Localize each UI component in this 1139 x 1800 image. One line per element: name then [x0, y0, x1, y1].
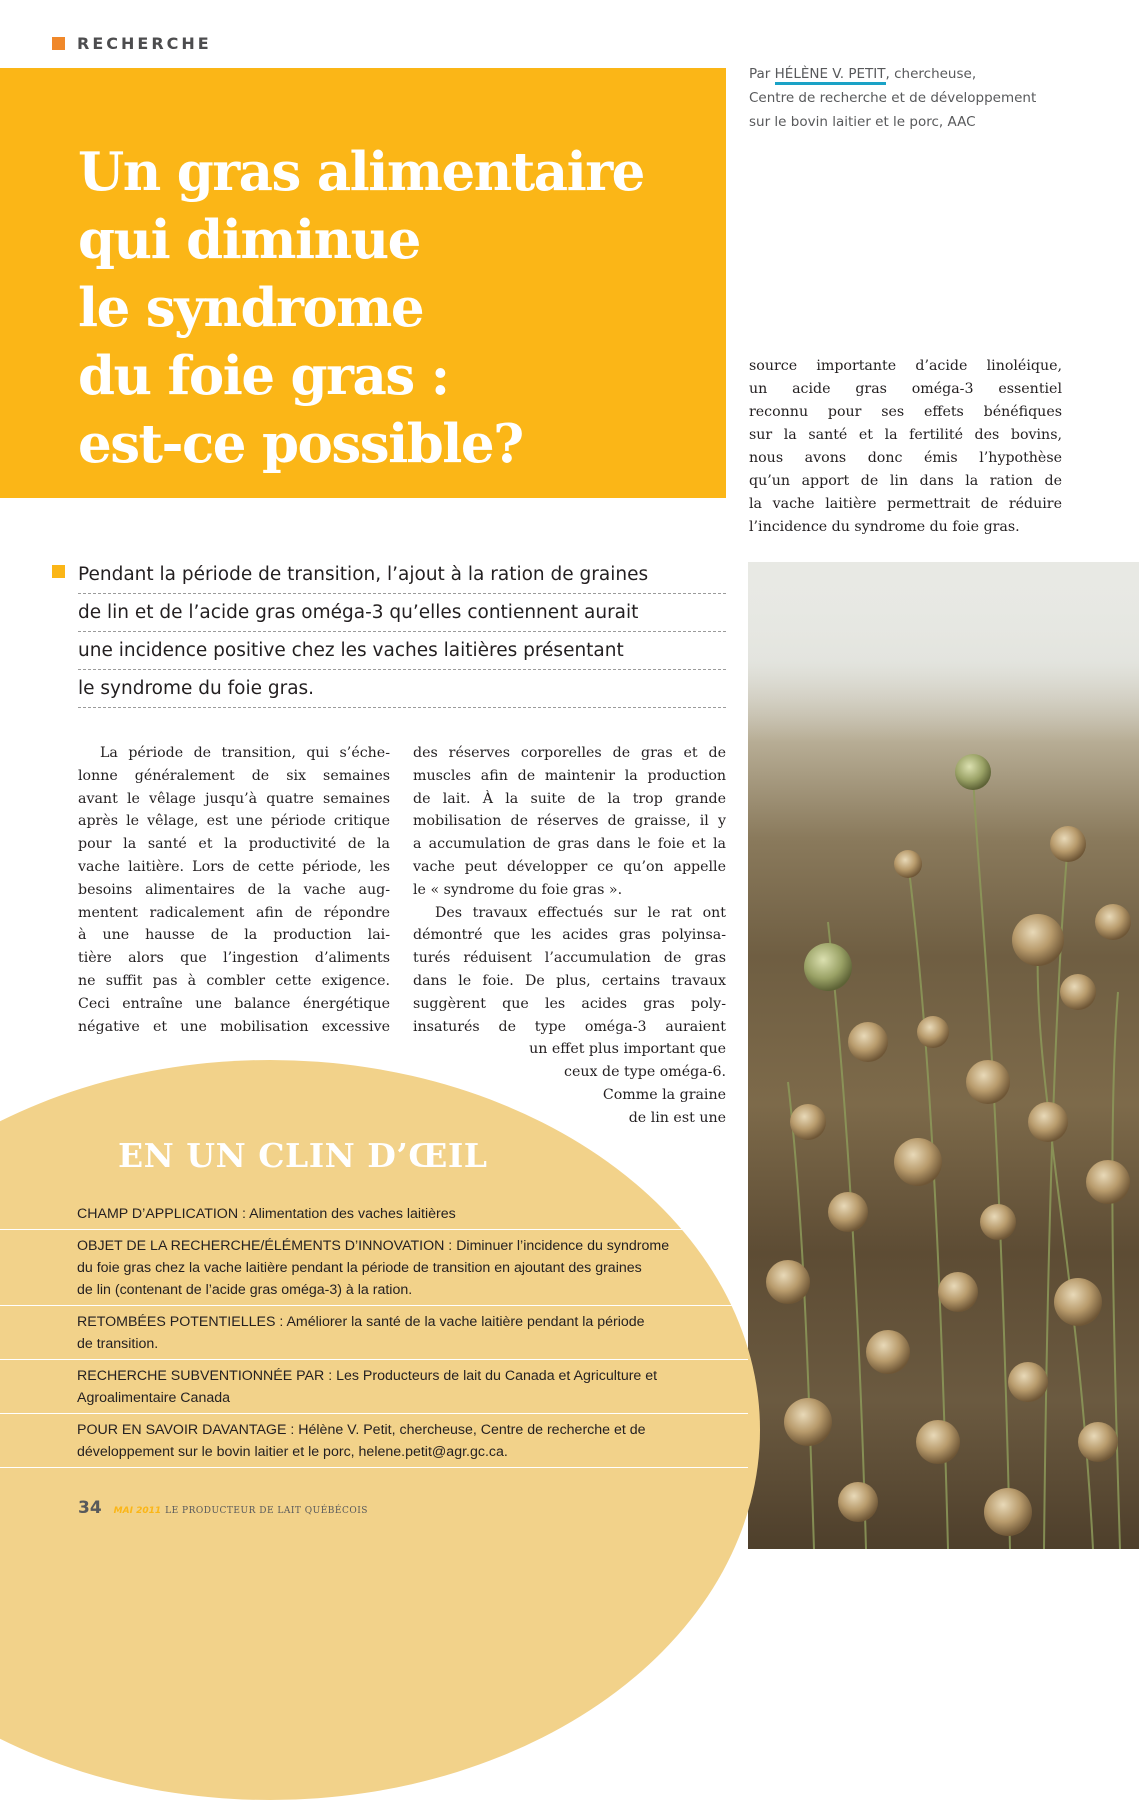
lead-line: une incidence positive chez les vaches laitières présentant — [78, 632, 726, 670]
text-line: insaturés de type oméga-3 auraient — [413, 1018, 726, 1035]
text-line: suggèrent que les acides gras poly- — [413, 995, 726, 1012]
text-line: des réserves corporelles de gras et de — [413, 745, 726, 761]
glance-item-text: Alimentation des vaches laitières — [249, 1206, 456, 1222]
text-line: ne suffit pas à combler cette exigence. — [78, 972, 390, 989]
glance-item-text: du foie gras chez la vache laitière pendant la période de transition en ajoutant des graines — [77, 1260, 642, 1276]
section-square-icon — [52, 37, 65, 50]
glance-item-label: CHAMP D’APPLICATION : — [77, 1206, 250, 1222]
byline — [749, 62, 1036, 134]
lead-bullet-icon — [52, 565, 65, 578]
section-tag — [52, 34, 212, 53]
glance-item-label: RETOMBÉES POTENTIELLES : — [77, 1314, 287, 1330]
text-line: à une hausse de la production lai- — [78, 927, 390, 944]
lead-line: de lin et de l’acide gras oméga-3 qu’elles contiennent aurait — [78, 594, 726, 632]
flax-field-illustration — [748, 562, 1139, 1549]
text-line: de lait. À la suite de la trop grande — [413, 790, 726, 807]
text-line: Comme la graine — [602, 1086, 726, 1103]
title-line: du foie gras : — [78, 345, 449, 407]
text-line: négative et une mobilisation excessive — [78, 1018, 390, 1035]
text-line: la vache laitière permettrait de réduire — [749, 496, 1062, 512]
text-line: tière alors que l’ingestion d’aliments — [78, 950, 390, 967]
page-number: 34 — [78, 1498, 102, 1518]
text-line: un acide gras oméga-3 essentiel — [749, 381, 1062, 397]
text-line: source importante d’acide linoléique, — [749, 358, 1062, 374]
glance-item — [0, 1198, 748, 1230]
glance-item — [0, 1230, 748, 1306]
text-line: après le vêlage, est une période critique — [78, 813, 390, 830]
text-line: mobilisation de réserves de graisse, il y — [413, 813, 726, 830]
text-line: un effet plus important que — [529, 1041, 726, 1058]
glance-item — [0, 1306, 748, 1360]
text-line: l’incidence du syndrome du foie gras. — [749, 519, 1020, 535]
glance-item-text: de transition. — [77, 1336, 159, 1352]
glance-item-text: Agroalimentaire Canada — [77, 1390, 231, 1406]
glance-item-text: Les Producteurs de lait du Canada et Agriculture et — [336, 1368, 658, 1384]
text-line: dans le foie. De plus, certains travaux — [413, 972, 726, 989]
article-title — [78, 138, 644, 478]
title-line: qui diminue — [78, 209, 420, 271]
byline-prefix: Par — [749, 66, 775, 82]
text-line: vache laitière. Lors de cette période, les — [78, 858, 390, 875]
byline-affiliation: Centre de recherche et de développement — [749, 90, 1037, 106]
title-line: Un gras alimentaire — [78, 141, 644, 203]
title-line: le syndrome — [78, 277, 424, 339]
text-line: pour la santé et la productivité de la — [78, 836, 390, 853]
glance-item-label: RECHERCHE SUBVENTIONNÉE PAR : — [77, 1368, 337, 1384]
author-name: HÉLÈNE V. PETIT — [775, 66, 886, 85]
glance-item — [0, 1360, 748, 1414]
text-line: vache peut développer ce qu’on appelle — [413, 858, 726, 875]
glance-title: EN UN CLIN D’ŒIL — [118, 1136, 488, 1175]
text-line: reconnu pour ses effets bénéfiques — [749, 404, 1062, 420]
text-line: le « syndrome du foie gras ». — [413, 881, 623, 898]
text-line: mentent radicalement afin de répondre — [78, 904, 390, 921]
title-line: est-ce possible? — [78, 413, 523, 475]
text-line: a accumulation de gras dans le foie et la — [413, 836, 726, 853]
glance-item — [0, 1414, 748, 1468]
author-role: , chercheuse, — [885, 66, 977, 82]
glance-list — [0, 1198, 748, 1468]
text-line: avant le vêlage jusqu’à quatre semaines — [78, 790, 390, 807]
byline-affiliation: sur le bovin laitier et le porc, AAC — [749, 114, 976, 130]
body-column-3 — [749, 355, 1062, 539]
text-line: Ceci entraîne une balance énergétique — [78, 995, 390, 1012]
issue-date: MAI 2011 — [113, 1506, 162, 1516]
lead-line: Pendant la période de transition, l’ajout à la ration de graines — [78, 556, 726, 594]
glance-item-text: Hélène V. Petit, chercheuse, Centre de recherche et de — [298, 1422, 646, 1438]
magazine-name: LE PRODUCTEUR DE LAIT QUÉBÉCOIS — [165, 1506, 368, 1516]
text-line: La période de transition, qui s’éche- — [100, 745, 390, 761]
text-line: turés réduisent l’accumulation de gras — [413, 950, 726, 967]
section-label: RECHERCHE — [77, 34, 212, 53]
body-column-1 — [78, 742, 390, 1038]
glance-item-text: de lin (contenant de l’acide gras oméga-3) à la ration. — [77, 1282, 413, 1298]
text-line: nous avons donc émis l’hypothèse — [749, 450, 1062, 466]
lead-paragraph — [52, 556, 726, 708]
lead-line: le syndrome du foie gras. — [78, 670, 726, 708]
glance-item-label: POUR EN SAVOIR DAVANTAGE : — [77, 1422, 299, 1438]
text-line: de lin est une — [628, 1109, 726, 1126]
text-line: ceux de type oméga-6. — [564, 1064, 726, 1081]
text-line: muscles afin de maintenir la production — [413, 767, 726, 784]
text-line: lonne généralement de six semaines — [78, 767, 390, 784]
flax-field-photo — [748, 562, 1139, 1549]
text-line: besoins alimentaires de la vache aug- — [78, 881, 390, 898]
glance-item-text: Améliorer la santé de la vache laitière pendant la période — [286, 1314, 645, 1330]
body-column-2 — [413, 742, 726, 1130]
glance-item-label: OBJET DE LA RECHERCHE/ÉLÉMENTS D’INNOVATION : — [77, 1238, 457, 1254]
glance-item-text: Diminuer l’incidence du syndrome — [456, 1238, 670, 1254]
glance-item-text: développement sur le bovin laitier et le porc, helene.petit@agr.gc.ca. — [77, 1444, 508, 1460]
text-line: démontré que les acides gras polyinsa- — [413, 927, 726, 944]
text-line: sur la santé et la fertilité des bovins, — [749, 427, 1062, 443]
page-footer — [78, 1498, 368, 1518]
text-line: Des travaux effectués sur le rat ont — [435, 904, 726, 921]
text-line: qu’un apport de lin dans la ration de — [749, 473, 1062, 489]
